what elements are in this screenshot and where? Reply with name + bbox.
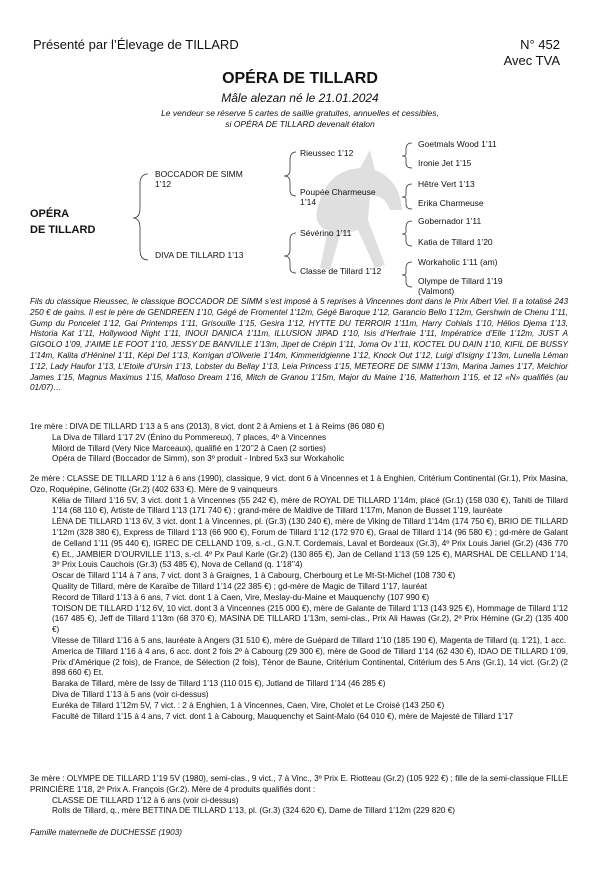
second-dam-line: Baraka de Tillard, mère de Issy de Tillard 1’13 (110 015 €), Jutland de Tillard 1’14 (46 285 €) (52, 679, 386, 689)
presented-by: Présenté par l’Élevage de TILLARD (33, 37, 239, 52)
second-dam-line: Quality de Tillard, mère de Karaïbe de Tillard 1’14 (22 385 €) ; gd-mère de Magic de Tillard 1’17, lauréat (52, 581, 428, 591)
seller-note-line2: si OPÉRA DE TILLARD devenait étalon (225, 119, 375, 129)
sire-paragraph: Fils du classique Rieussec, le classique BOCCADOR DE SIMM s’est imposé à 5 reprises à Vincennes dont dans le Prix Albert Viel. Il a totalisé 243 250 € de gains. Il est le père de GENDREEN 1’10, Gégé de Fromentel 1’12m, Gégé Baroque 1’12, Garancio Bello 1’12m, Gershwin de Chenu 1’11, Gump du Poncelet 1’12, Gai Printemps 1’11, Grisouille 1’15, Gesira 1’12, HYTTE DU TERROIR 1’11m, Harry Cohials 1’10, Hélios Djema 1’13, Historia Kat 1’11, Hollywood Night 1’11, INOUI DANICA 1’11m, ILLUSION JIPAD 1’10, Isis d’Herfraie 1’11, Impératrice d’Elle 1’12m, JUST A GIGOLO 1’09, J’AIME LE FOOT 1’10, JESSY DE BANVILLE 1’13m, Jipet de Crépin 1’11, Joma Ov 1’11, KOCTEL DU DAIN 1’10, KIFIL DE BUSSY 1’14m, Kalita d’Héninel 1’11, Képi Del 1’13, Korrigan d’Oliverie 1’14m, Kimmeridgienne 1’12, Knock Out 1’12, Luigi d’Isigny 1’13m, Lunella Léman 1’12, Lady Haufor 1’13, L’Etoile d’Ursin 1’13, Lobster du Bellay 1’13, Leia Princess 1’15, METEORE DE SIMM 1’13m, Marina James 1’17, Melchior James 1’15, Magnus Maximus 1’15, Mafloso Dream 1’16, Mitch de Granou 1’15m, Major du Maine 1’16, Matterhorn 1’15, et 12 «N» qualifiés (au 01/07)… (30, 297, 568, 393)
pedigree-gg5: Gobernador 1’11 (418, 216, 482, 226)
second-dam-line: Vitesse de Tillard 1’16 à 5 ans, lauréate à Angers (31 510 €), mère de Guépard de Tillard 1’10 (185 190 €), Magenta de Tillard (q. 1’21), 1 acc. (52, 635, 567, 645)
second-dam-line: Oscar de Tillard 1’14 à 7 ans, 7 vict. dont 3 à Graignes, 1 à Cabourg, Cherbourg et Le Mt-St-Michel (108 730 €) (52, 571, 456, 581)
third-dam-block (30, 774, 568, 817)
first-dam-block (30, 422, 568, 465)
pedigree-gg2: Ironie Jet 1’15 (418, 158, 472, 168)
seller-note-line1: Le vendeur se réserve 5 cartes de saillie gratuites, annuelles et cessibles, (161, 108, 439, 118)
second-dam-line: LÉNA DE TILLARD 1’13 6V, 3 vict. dont 1 à Vincennes, pl. (Gr.3) (130 240 €), mère de Viking de Tillard 1’14m (174 750 €), BRIO DE TILLARD 1’12m (328 380 €), Express de Tillard 1’13 (66 900 €), Forum de Tillard 1’12 (172 970 €), Graal de Tillard 1’14 (96 580 €) ; gd-mère de Galant de Celland 1’11 (95 440 €), IGREC DE CELLAND 1’09, s.-cl., G.N.T. Cordemais, Laval et Bordeaux (Gr.3), 4º Prix Louis Jariel (Gr.2) (436 770 €) Et., JAMBIER D’OURVILLE 1’13, s.-cl. 4º Px Paul Karle (Gr.2) (130 865 €), Jan de Celland 1’13 (59 125 €), MARSHAL DE CELLAND 1’14, 3º Prix Louis Cauchois (Gr.3) (53 485 €), Nova de Celland (q. 1’18’’4) (52, 517, 568, 570)
pedigree-gg6: Katia de Tillard 1’20 (418, 237, 493, 247)
second-dam-line: Euréka de Tillard 1’12m 5V, 7 vict. : 2 à Enghien, 1 à Vincennes, Caen, Vire, Cholet et Le Croisé (143 250 €) (52, 700, 445, 710)
first-dam-line: 1re mère : DIVA DE TILLARD 1’13 à 5 ans (2013), 8 vict. dont 2 à Amiens et 1 à Reims (86 080 €) (30, 422, 385, 431)
horse-description: Mâle alezan né le 21.01.2024 (221, 91, 379, 105)
pedigree-sire: BOCCADOR DE SIMM 1’12 (155, 169, 243, 189)
second-dam-line: Faculté de Tillard 1’15 à 4 ans, 7 vict. dont 1 à Cabourg, Mauquenchy et Saint-Malo (64 010 €), mère de Majesté de Tillard 1’17 (52, 711, 514, 721)
pedigree-g1: Rieussec 1’12 (300, 148, 354, 158)
second-dam-line: Diva de Tillard 1’13 à 5 ans (voir ci-dessus) (52, 689, 209, 699)
second-dam-line: America de Tillard 1’16 à 4 ans, 6 acc. dont 2 fois 2º à Cabourg (29 300 €), mère de Good de Tillard 1’14 (62 430 €), IDAO DE TILLARD 1’09, Prix d’Amérique (2 fois), de France, de Sélection (2 fois), Ténor de Baune, Critérium Continental, Critérium des 5 Ans (Gr.1), 14 vict. (Gr.2) (2 898 660 €) Et. (52, 646, 568, 678)
pedigree-gg3: Hêtre Vert 1’13 (418, 179, 475, 189)
first-dam-line: Milord de Tillard (Very Nice Marceaux), qualifié en 1’20’’2 à Caen (2 sorties) (52, 443, 326, 453)
pedigree-gg1: Goetmals Wood 1’11 (418, 139, 497, 149)
pedigree-g4: Classe de Tillard 1’12 (300, 266, 382, 276)
second-dam-line: 2e mère : CLASSE DE TILLARD 1’12 à 6 ans (1990), classique, 9 vict. dont 6 à Vincennes et 1 à Enghien, Critérium Continental (Gr.1), Prix Masina, Ozo, Roquépine, Gélinotte (Gr.2) (402 633 €). Mère de 9 vainqueurs (30, 474, 568, 494)
second-dam-block (30, 474, 568, 722)
pedigree-gg7: Workaholic 1’11 (am) (418, 257, 498, 267)
first-dam-line: Opéra de Tillard (Boccador de Simm), son 3º produit - Inbred 5x3 sur Workaholic (52, 454, 345, 464)
second-dam-line: TOISON DE TILLARD 1’12 6V, 10 vict. dont 3 à Vincennes (215 000 €), mère de Galante de Tillard 1’13 (143 925 €), Hommage de Tillard 1’12 (167 485 €), Jeff de Tillard 1’13m (68 370 €), MASINA DE TILLARD 1’13m, semi-clas., Prix Ali Hawas (Gr.2), 2º Prix Hémine (Gr.2) (135 400 €) (52, 603, 568, 635)
third-dam-line: CLASSE DE TILLARD 1’12 à 6 ans (voir ci-dessus) (52, 795, 239, 805)
pedigree-g2: Poupée Charmeuse 1’14 (300, 187, 376, 207)
third-dam-line: 3e mère : OLYMPE DE TILLARD 1’19 5V (1980), semi-clas., 9 vict., 7 à Vinc., 3º Prix E. Riotteau (Gr.2) (105 922 €) ; fille de la semi-classique FILLE PRINCIÈRE 1’18, 2º Prix A. François (Gr.2). Mère de 4 produits qualifiés dont : (30, 774, 568, 794)
third-dam-line: Rolls de Tillard, q., mère BETTINA DE TILLARD 1’13, pl. (Gr.3) (324 620 €), Dame de Tillard 1’12m (229 820 €) (52, 806, 456, 816)
second-dam-line: Kélia de Tillard 1’16 5V, 3 vict. dont 1 à Vincennes (55 242 €), mère de ROYAL DE TILLARD 1’14m, placé (Gr.1) (158 030 €), Tahiti de Tillard 1’14 (68 110 €), Artiste de Tillard 1’13 (171 740 €) ; grand-mère de Maldive de Tillard 1’17m, Manon de Busset 1’19, lauréate (52, 495, 568, 516)
second-dam-line: Record de Tillard 1’13 à 6 ans, 7 vict. dont 1 à Caen, Vire, Meslay-du-Maine et Mauquenchy (107 990 €) (52, 592, 430, 602)
horse-title: OPÉRA DE TILLARD (222, 70, 378, 87)
pedigree-dam: DIVA DE TILLARD 1’13 (155, 250, 244, 260)
lot-number: N° 452 (520, 37, 560, 52)
pedigree-g3: Sévérino 1’11 (300, 228, 352, 238)
tva-label: Avec TVA (503, 53, 560, 68)
pedigree-gg4: Erika Charmeuse (418, 198, 484, 208)
first-dam-line: La Diva de Tillard 1’17 2V (Énino du Pommereux), 7 places, 4º à Vincennes (52, 432, 327, 442)
horse-name: OPÉRA DE TILLARD (30, 208, 96, 236)
pedigree-gg8: Olympe de Tillard 1’19 (Valmont) (418, 276, 503, 296)
family-note: Famille maternelle de DUCHESSE (1903) (30, 828, 182, 837)
